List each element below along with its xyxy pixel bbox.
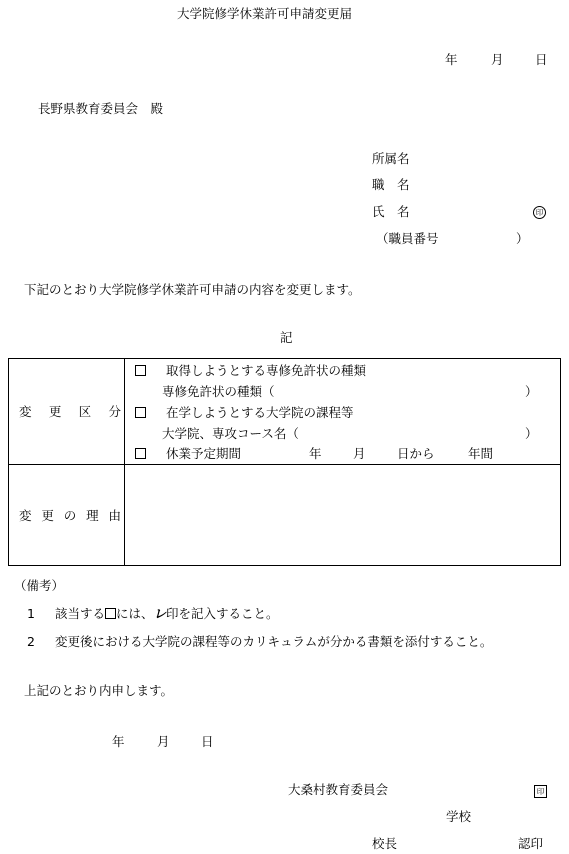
period-year: 年 bbox=[309, 446, 322, 461]
report-text: 上記のとおり内申します。 bbox=[24, 683, 174, 698]
board-seal bbox=[534, 784, 547, 798]
option-graduate-course[interactable]: 在学しようとする大学院の課程等 bbox=[135, 407, 354, 420]
change-reason-field[interactable] bbox=[127, 467, 557, 563]
option-license-type[interactable]: 取得しようとする専修免許状の種類 bbox=[135, 365, 366, 378]
seal-stamp-icon: 印 bbox=[534, 785, 547, 798]
name-label: 氏 名 bbox=[372, 204, 410, 219]
date-day: 日 bbox=[535, 52, 548, 67]
intro-text: 下記のとおり大学院修学休業許可申請の内容を変更します。 bbox=[24, 282, 361, 297]
change-table bbox=[8, 358, 561, 566]
principal-seal-label: 認印 bbox=[518, 836, 544, 851]
bottom-date-day: 日 bbox=[201, 734, 214, 749]
date-month: 月 bbox=[491, 52, 504, 67]
bottom-date-month: 月 bbox=[157, 734, 170, 749]
school-label: 学校 bbox=[446, 809, 472, 824]
table-column-divider bbox=[124, 359, 125, 565]
period-from: 日から bbox=[397, 446, 435, 461]
staff-number-label: （職員番号 bbox=[376, 231, 439, 246]
change-reason-label: 変 更 の 理 由 bbox=[19, 508, 121, 523]
checkbox-icon[interactable] bbox=[135, 448, 146, 459]
seal-mark bbox=[533, 205, 546, 219]
graduate-course-field: 大学院、専攻コース名（ bbox=[162, 426, 299, 441]
seal-stamp-icon: 印 bbox=[533, 206, 546, 219]
period-month: 月 bbox=[353, 446, 366, 461]
table-row-divider bbox=[9, 464, 560, 465]
check-mark-icon: レ bbox=[153, 606, 167, 621]
note-2-number: 2 bbox=[27, 634, 35, 649]
license-type-close: ） bbox=[525, 384, 538, 399]
notes-heading: （備考） bbox=[14, 578, 65, 593]
license-type-field: 専修免許状の種類（ bbox=[162, 384, 275, 399]
checkbox-icon[interactable] bbox=[135, 407, 146, 418]
bottom-date-year: 年 bbox=[112, 734, 125, 749]
staff-number-close: ） bbox=[516, 231, 529, 246]
ki-heading: 記 bbox=[280, 330, 293, 345]
graduate-course-close: ） bbox=[525, 426, 538, 441]
change-category-label: 変 更 区 分 bbox=[19, 404, 121, 419]
period-years: 年間 bbox=[468, 446, 494, 461]
job-title-label: 職 名 bbox=[372, 177, 410, 192]
date-year: 年 bbox=[445, 52, 458, 67]
note-1-text: 該当する には、レ印を記入すること。 bbox=[55, 606, 279, 621]
checkbox-icon[interactable] bbox=[135, 365, 146, 376]
board-name: 大桑村教育委員会 bbox=[288, 782, 389, 797]
addressee: 長野県教育委員会 殿 bbox=[38, 101, 164, 116]
principal-label: 校長 bbox=[372, 836, 398, 851]
note-1-number: 1 bbox=[27, 606, 35, 621]
checkbox-icon bbox=[105, 608, 116, 619]
note-2-text: 変更後における大学院の課程等のカリキュラムが分かる書類を添付すること。 bbox=[55, 634, 493, 649]
affiliation-label: 所属名 bbox=[372, 151, 410, 166]
option-leave-period[interactable]: 休業予定期間 bbox=[135, 448, 241, 461]
document-title: 大学院修学休業許可申請変更届 bbox=[177, 6, 353, 21]
